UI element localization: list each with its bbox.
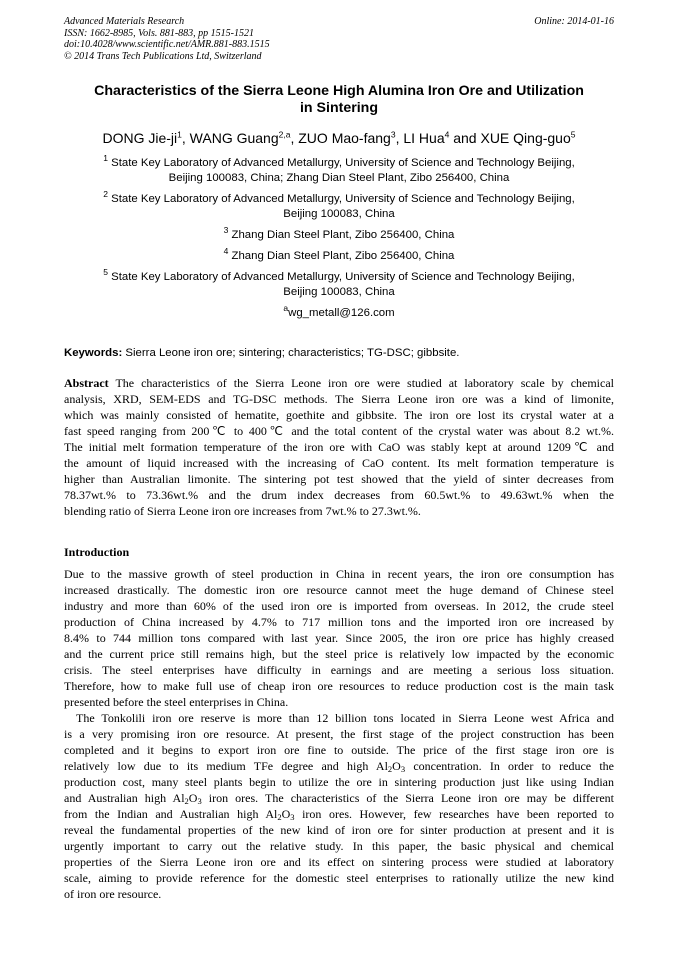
keywords	[64, 346, 624, 361]
intro-text: concentration. In order to reduce the	[405, 759, 614, 773]
subscript: 3	[400, 764, 406, 774]
intro-line: The Tonkolili iron ore reserve is more than 12 billion tons located in Sierra Leone west Africa and	[76, 711, 614, 725]
keywords-label: Keywords:	[64, 347, 123, 359]
intro-text: O	[281, 807, 291, 821]
author-sep: ,	[395, 130, 404, 146]
affiliation-sup: 1	[103, 153, 108, 164]
title-line-2: in Sintering	[299, 100, 379, 116]
abstract-line: fast speed ranging from 200℃ to 400℃ and the total content of the crystal water was about 8.2 wt.%.	[64, 424, 614, 438]
subscript: 3	[197, 796, 202, 806]
abstract-line: the amount of liquid increased with the increasing of CaO content. Its melt formation temperature is	[64, 456, 614, 470]
author-name: LI Hua	[403, 130, 445, 146]
author-sup: 4	[444, 129, 450, 140]
author-list	[40, 129, 638, 147]
abstract-text: The characteristics of the Sierra Leone iron ore were studied at laboratory scale by chemical	[108, 376, 614, 390]
affiliation-sup: 4	[223, 246, 229, 257]
journal-header	[64, 16, 424, 62]
affiliation-3	[64, 225, 614, 243]
intro-line: properties of the Sierra Leone iron ore and its effect on sintering process were studied at laboratory	[64, 855, 614, 869]
intro-line: reveal the fundamental properties of the new kind of iron ore for sinter production at present and it is	[64, 823, 614, 837]
subscript: 3	[290, 812, 295, 822]
author-sup: 1	[177, 129, 182, 140]
subscript: 2	[277, 812, 282, 822]
intro-line: completed and it begins to export iron ore fine to outside. The price of the first stage iron ore is	[64, 743, 614, 757]
intro-text: from the Indian and Australian high Al	[64, 807, 278, 821]
affiliations	[64, 153, 614, 321]
intro-text: iron ores. The characteristics of the Sierra Leone iron ore may be different	[201, 791, 614, 805]
author-name: ZUO Mao-fang	[298, 130, 391, 146]
intro-line: scale, aiming to provide reference for the domestic steel enterprises to rationally utilize the new kind	[64, 871, 614, 885]
issn: ISSN: 1662-8985, Vols. 881-883, pp 1515-1521	[64, 27, 254, 39]
email-sup: a	[283, 303, 289, 314]
abstract-line: 78.37wt.% to 73.36wt.% and the drum index decreases from 60.5wt.% to 49.63wt.% when the	[64, 488, 614, 502]
affiliation-5	[64, 267, 614, 300]
affiliation-text: Zhang Dian Steel Plant, Zibo 256400, China	[231, 229, 455, 241]
author-name: XUE Qing-guo	[480, 130, 571, 146]
subscript: 2	[184, 796, 189, 806]
affiliation-sup: 2	[103, 189, 108, 200]
intro-line: of iron ore resource.	[64, 887, 162, 901]
intro-text: iron ores. However, few researches have been reported to	[294, 807, 615, 821]
intro-line: urgently important to carry out the relative study. In this paper, the basic physical and chemical	[64, 839, 614, 853]
author-sup: 2,a	[278, 129, 291, 140]
affiliation-text: Beijing 100083, China; Zhang Dian Steel Plant, Zibo 256400, China	[168, 172, 510, 184]
affiliation-text: State Key Laboratory of Advanced Metallurgy, University of Science and Technology Beijing,	[111, 157, 575, 169]
author-sep: ,	[181, 130, 190, 146]
copyright: © 2014 Trans Tech Publications Ltd, Switzerland	[64, 50, 262, 62]
author-sup: 5	[570, 129, 576, 140]
author-sep: ,	[290, 130, 299, 146]
intro-line: increased drastically. The domestic iron ore resource cannot meet the huge demand of Chinese steel	[64, 583, 614, 597]
affiliation-text: Beijing 100083, China	[283, 208, 395, 220]
affiliation-1	[64, 153, 614, 186]
affiliation-sup: 3	[223, 225, 229, 236]
abstract-line	[64, 375, 614, 391]
intro-line: and the current price still remains high, but the steel price is relatively low impacted by the economic	[64, 647, 614, 661]
introduction-body	[64, 566, 614, 902]
intro-line: crisis. The steel enterprises have difficulty in earnings and are meeting a serious loss situation.	[64, 663, 614, 677]
paper-title	[64, 83, 614, 117]
subscript: 2	[387, 764, 393, 774]
title-line-1: Characteristics of the Sierra Leone High Alumina Iron Ore and Utilization	[94, 83, 584, 99]
intro-line: industry and more than 60% of the used iron ore is imported from overseas. In 2012, the crude steel	[64, 599, 614, 613]
abstract-line: The initial melt formation temperature of the iron ore with CaO was stably kept at around 1209℃ and	[64, 440, 614, 454]
intro-line: Therefore, how to make full use of cheap iron ore resources to reduce production cost is the main task	[64, 679, 614, 693]
author-name: WANG Guang	[189, 130, 279, 146]
author-name: DONG Jie-ji	[102, 130, 178, 146]
affiliation-sup: 5	[103, 267, 108, 278]
intro-line	[64, 806, 614, 822]
email-address[interactable]: wg_metall@126.com	[288, 307, 395, 319]
abstract-line: analysis, XRD, SEM-EDS and TG-DSC methods. The Sierra Leone iron ore was a kind of limonite,	[64, 392, 614, 406]
intro-line: is a very promising iron ore resource. At present, the first stage of the project construction has been	[64, 727, 614, 741]
affiliation-4	[64, 246, 614, 264]
intro-text: and Australian high Al	[64, 791, 185, 805]
intro-line	[64, 790, 614, 806]
affiliation-text: State Key Laboratory of Advanced Metallurgy, University of Science and Technology Beijing,	[111, 193, 575, 205]
intro-line	[64, 758, 614, 774]
abstract-line: blending ratio of Sierra Leone iron ore increases from 7wt.% to 27.3wt.%.	[64, 504, 421, 518]
intro-text: O	[392, 759, 401, 773]
corresponding-email	[64, 303, 614, 321]
intro-line: presented before the steel enterprises in China.	[64, 695, 289, 709]
abstract-label: Abstract	[64, 376, 109, 390]
section-heading-introduction: Introduction	[64, 545, 130, 559]
keywords-text: Sierra Leone iron ore; sintering; characteristics; TG-DSC; gibbsite.	[122, 347, 460, 359]
affiliation-2	[64, 189, 614, 222]
intro-line: 8.4% to 744 million tons compared with last year. Since 2005, the iron ore price has highly creased	[64, 631, 614, 645]
abstract-line: which was mainly consisted of hematite, goethite and gibbsite. The iron ore lost its crystal water at a	[64, 408, 614, 422]
affiliation-text: Zhang Dian Steel Plant, Zibo 256400, China	[231, 250, 455, 262]
affiliation-text: State Key Laboratory of Advanced Metallurgy, University of Science and Technology Beijing,	[111, 271, 575, 283]
author-sup: 3	[390, 129, 396, 140]
intro-text: relatively low due to its medium TFe degree and high Al	[64, 759, 388, 773]
intro-line: production of China increased by 4.7% to 717 million tons and the imported iron ore increased by	[64, 615, 614, 629]
online-date: Online: 2014-01-16	[534, 16, 614, 27]
intro-line: production cost, many steel plants begin to utilize the ore in sintering production just like using Indian	[64, 775, 614, 789]
affiliation-text: Beijing 100083, China	[283, 286, 395, 298]
abstract-line: higher than Australian limonite. The sintering pot test showed that the yield of sinter decreases from	[64, 472, 614, 486]
intro-line: Due to the massive growth of steel production in China in recent years, the iron ore consumption has	[64, 567, 614, 581]
journal-name: Advanced Materials Research	[64, 16, 185, 27]
doi[interactable]: doi:10.4028/www.scientific.net/AMR.881-883.1515	[64, 39, 270, 50]
intro-text: O	[188, 791, 198, 805]
author-sep: and	[449, 130, 481, 146]
abstract	[64, 375, 614, 519]
